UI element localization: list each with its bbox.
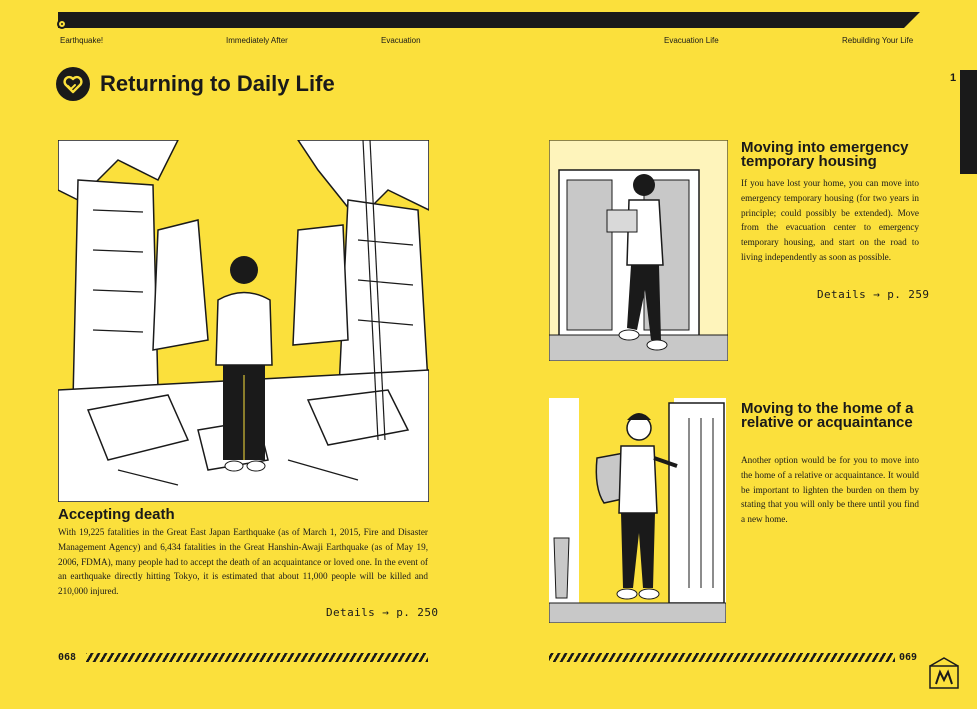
section-heading-temporary-housing: Moving into emergency temporary housing xyxy=(741,139,909,170)
header-bar xyxy=(58,12,920,28)
section-heading-relative-home: Moving to the home of a relative or acquaintance xyxy=(741,400,914,431)
nav-earthquake[interactable]: Earthquake! xyxy=(60,36,104,45)
heart-hands-icon xyxy=(56,67,90,101)
side-tab[interactable] xyxy=(960,70,977,174)
details-link-p250[interactable]: Details → p. 250 xyxy=(326,606,439,619)
nav-evacuation[interactable]: Evacuation xyxy=(381,36,421,45)
footer-hatch-left xyxy=(86,653,428,662)
temporary-housing-illustration xyxy=(549,140,728,361)
mascot-emblem-icon xyxy=(926,656,962,692)
page-number-left: 068 xyxy=(58,652,77,663)
section-body-accepting-death: With 19,225 fatalities in the Great East Japan Earthquake (as of March 1, 2015, Fire and Disaster Management Agency) and 6,434 fatalities in the Great Hanshin-Awaji Earthquake (as of May 19, 2006, FDMA), many people had to accept the death of an acquaintance or loved one. In the event of an earthquake directly hitting Tokyo, it is estimated that about 11,000 people will be killed and 210,000 injured. xyxy=(58,527,428,597)
nav-immediately-after[interactable]: Immediately After xyxy=(226,36,288,45)
details-link-p259[interactable]: Details → p. 259 xyxy=(817,288,930,301)
nav-evacuation-life[interactable]: Evacuation Life xyxy=(664,36,719,45)
nav-rebuilding[interactable]: Rebuilding Your Life xyxy=(842,36,914,45)
page-title: Returning to Daily Life xyxy=(56,66,335,102)
page-number-right: 069 xyxy=(899,652,918,663)
relative-home-illustration xyxy=(549,398,726,623)
progress-marker-icon xyxy=(57,19,67,29)
chapter-index: 1 xyxy=(950,72,957,84)
section-body-temporary-housing: If you have lost your home, you can move into emergency temporary housing (for two years in principle; could possibly be extended). Move from the evacuation center to emergency temporary housing, and start on the road to living independently as soon as possible. xyxy=(741,178,919,262)
footer-hatch-right xyxy=(549,653,895,662)
section-heading-accepting-death: Accepting death xyxy=(58,506,175,523)
section-body-relative-home: Another option would be for you to move into the home of a relative or acquaintance. It would be important to lighten the burden on them by stating that you will only be there until you find a new home. xyxy=(741,455,919,525)
rubble-illustration xyxy=(58,140,429,502)
